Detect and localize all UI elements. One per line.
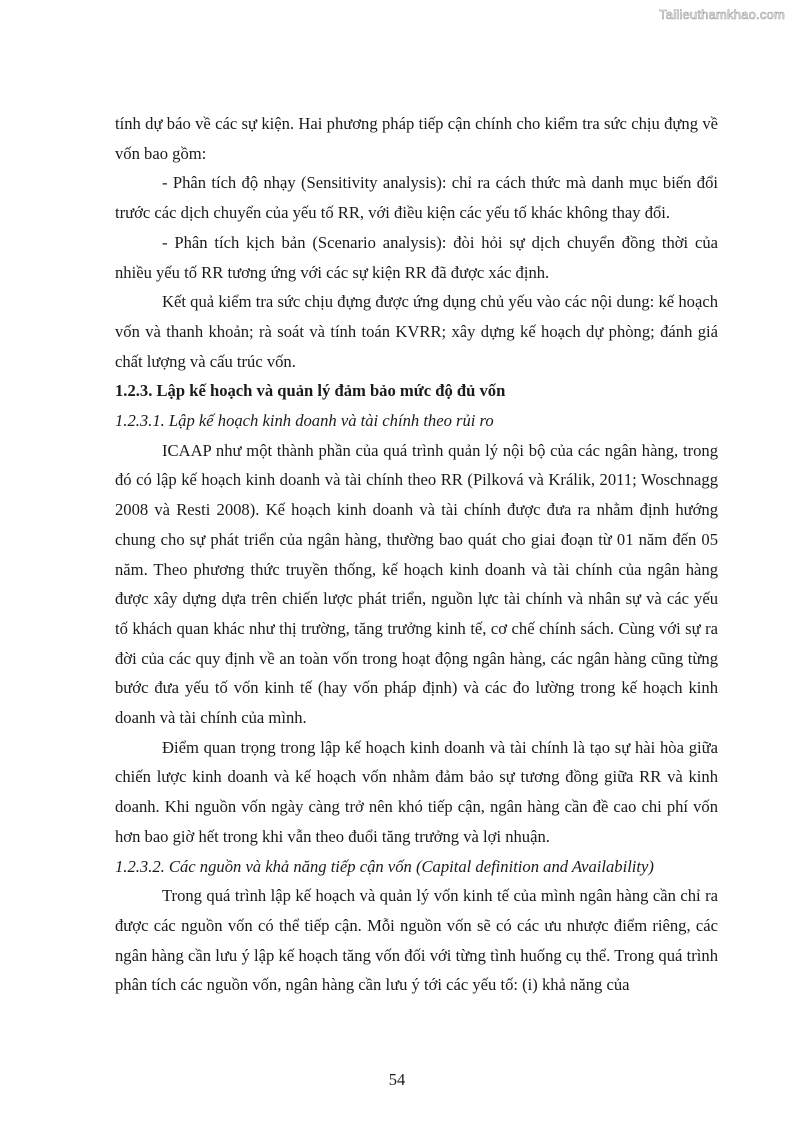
section-heading-1-2-3: 1.2.3. Lập kế hoạch và quản lý đảm bảo mức độ đủ vốn bbox=[115, 381, 506, 401]
paragraph-icaap: ICAAP như một thành phần của quá trình quản lý nội bộ của các ngân hàng, trong đó có lập kế hoạch kinh doanh và tài chính theo RR (Pilková và Králik, 2011; Woschnagg 2008 và Resti 2008). Kế hoạch kinh doanh và tài chính được đưa ra nhằm định hướng chung cho sự phát triển của ngân hàng, thường bao quát cho giai đoạn từ 01 năm đến 05 năm. Theo phương thức truyền thống, kế hoạch kinh doanh và tài chính của ngân hàng được xây dựng dựa trên chiến lược phát triển, nguồn lực tài chính và nhân sự và các yếu tố khách quan khác như thị trường, tăng trưởng kinh tế, cơ chế chính sách. Cùng với sự ra đời của các quy định về an toàn vốn trong hoạt động ngân hàng, các ngân hàng cũng từng bước đưa yếu tố vốn kinh tế (hay vốn pháp định) và các đo lường trong kế hoạch kinh doanh và tài chính của mình. bbox=[115, 440, 718, 728]
document-body bbox=[115, 109, 718, 1000]
subsection-heading-1-2-3-2: 1.2.3.2. Các nguồn và khả năng tiếp cận vốn (Capital definition and Availability) bbox=[115, 856, 654, 876]
paragraph-stress-results: Kết quả kiểm tra sức chịu đựng được ứng dụng chủ yếu vào các nội dung: kế hoạch vốn và thanh khoản; rà soát và tính toán KVRR; xây dựng kế hoạch dự phòng; đánh giá chất lượng và cấu trúc vốn. bbox=[115, 292, 718, 371]
paragraph-key-point: Điểm quan trọng trong lập kế hoạch kinh doanh và tài chính là tạo sự hài hòa giữa chiến lược kinh doanh và kế hoạch vốn nhằm đảm bảo sự tương đồng giữa RR và kinh doanh. Khi nguồn vốn ngày càng trở nên khó tiếp cận, ngân hàng cần đề cao chi phí vốn hơn bao giờ hết trong khi vẫn theo đuổi tăng trưởng và lợi nhuận. bbox=[115, 737, 718, 846]
subsection-heading-1-2-3-1: 1.2.3.1. Lập kế hoạch kinh doanh và tài chính theo rủi ro bbox=[115, 411, 494, 431]
paragraph-capital-sources: Trong quá trình lập kế hoạch và quản lý vốn kinh tế của mình ngân hàng cần chỉ ra được các nguồn vốn có thể tiếp cận. Mỗi nguồn vốn sẽ có các ưu nhược điểm riêng, các ngân hàng cần lưu ý lập kế hoạch tăng vốn đối với từng tình huống cụ thể. Trong quá trình phân tích các nguồn vốn, ngân hàng cần lưu ý tới các yếu tố: (i) khả năng của bbox=[115, 886, 718, 995]
paragraph-intro: tính dự báo về các sự kiện. Hai phương pháp tiếp cận chính cho kiểm tra sức chịu đựng về vốn bao gồm: bbox=[115, 114, 718, 163]
page-number: 54 bbox=[388, 1070, 406, 1089]
paragraph-scenario: - Phân tích kịch bản (Scenario analysis): đòi hỏi sự dịch chuyển đồng thời của nhiều yếu tố RR tương ứng với các sự kiện RR đã được xác định. bbox=[115, 232, 718, 282]
paragraph-sensitivity: - Phân tích độ nhạy (Sensitivity analysis): chỉ ra cách thức mà danh mục biến đổi trước các dịch chuyển của yếu tố RR, với điều kiện các yếu tố khác không thay đổi. bbox=[115, 173, 718, 223]
watermark: Tailieuthamkhao.com bbox=[659, 7, 785, 22]
